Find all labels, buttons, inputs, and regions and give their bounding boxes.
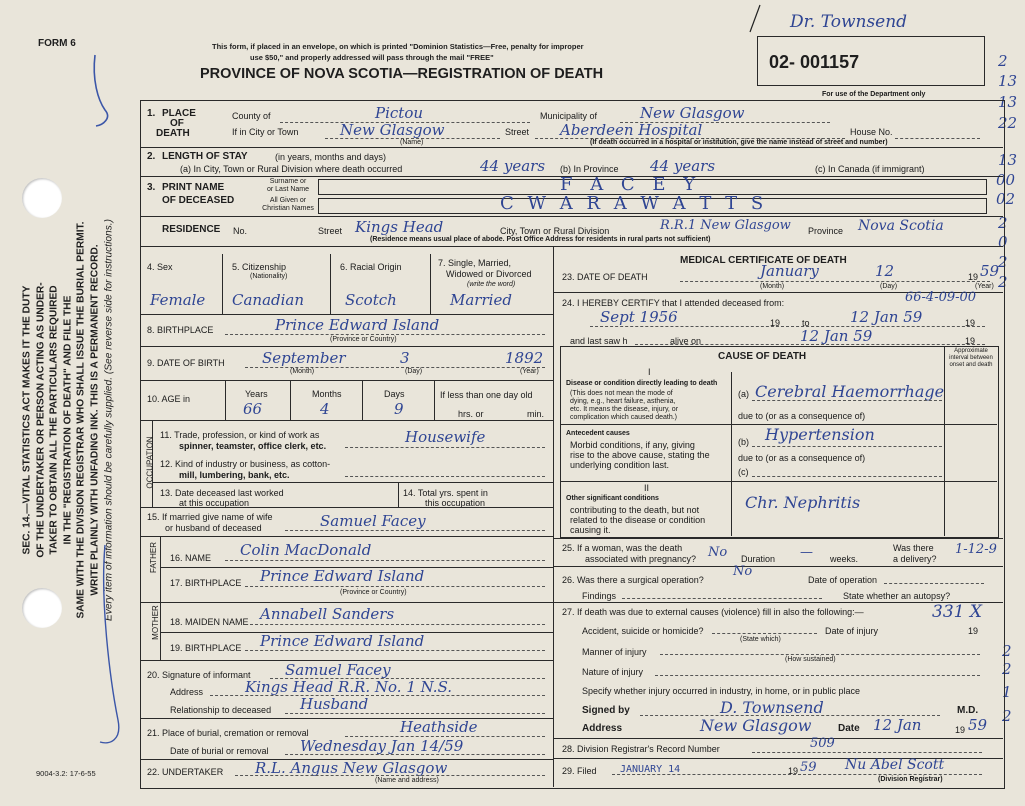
residence-note: (Residence means usual place of abode. Post Office Address for residents in rural parts not sufficient) bbox=[370, 236, 711, 243]
city-label: If in City or Town bbox=[232, 127, 299, 137]
external-label: 27. If death was due to external causes (violence) fill in also the following:— bbox=[562, 607, 864, 617]
registrar-signature: Nu Abel Scott bbox=[845, 757, 945, 773]
surgical-label: 26. Was there a surgical operation? bbox=[562, 575, 704, 585]
father-bp-note: (Province or Country) bbox=[340, 589, 407, 596]
disease-a-label: Disease or condition directly leading to death bbox=[566, 380, 718, 387]
certify-to: to bbox=[802, 318, 810, 328]
state-which: (State which) bbox=[740, 636, 781, 643]
dob-day: 3 bbox=[400, 349, 410, 367]
s1-title-2: OF bbox=[170, 118, 184, 129]
antecedent-1: Antecedent causes bbox=[566, 430, 630, 437]
dob-day-note: (Day) bbox=[405, 368, 423, 375]
dob-month: September bbox=[262, 349, 346, 367]
dob-month-note: (Month) bbox=[290, 368, 315, 375]
mother-side-label: MOTHER bbox=[150, 605, 160, 640]
date-of-death-year-prefix: 19 bbox=[968, 272, 979, 282]
accident-label: Accident, suicide or homicide? bbox=[582, 626, 704, 636]
min-label: min. bbox=[527, 409, 545, 419]
status-label-2: Widowed or Divorced bbox=[446, 269, 532, 279]
father-bp-value: Prince Edward Island bbox=[260, 567, 425, 585]
county-value: Pictou bbox=[375, 104, 424, 122]
injury-date-label: Date of injury bbox=[825, 626, 879, 636]
delivery-label-1: Was there bbox=[893, 543, 934, 553]
informant-addr-label: Address bbox=[170, 687, 204, 697]
spouse-value: Samuel Facey bbox=[320, 512, 426, 530]
injury-date-19: 19 bbox=[968, 626, 979, 636]
doctor-date-label: Date bbox=[838, 723, 860, 734]
last-saw-mid: alive on bbox=[670, 336, 702, 346]
filed-label: 29. Filed bbox=[562, 766, 597, 776]
informant-rel-value: Husband bbox=[300, 695, 369, 713]
occ-14b: this occupation bbox=[425, 498, 486, 508]
informant-addr-value: Kings Head R.R. No. 1 N.S. bbox=[245, 678, 453, 696]
interval-label: Approximate interval between onset and death bbox=[949, 348, 993, 368]
other-3: related to the disease or condition bbox=[570, 515, 706, 525]
doctor-address-value: New Glasgow bbox=[700, 716, 812, 735]
disease-note-3: etc. It means the disease, injury, or bbox=[570, 406, 679, 413]
margin-code: 2 bbox=[1002, 660, 1012, 678]
registration-handwritten-note: Dr. Townsend bbox=[790, 12, 908, 32]
father-side-label: FATHER bbox=[148, 542, 158, 573]
filed-year: 59 bbox=[800, 760, 817, 775]
margin-code: 13 bbox=[998, 151, 1018, 169]
given-label: All Given or Christian Names bbox=[262, 197, 314, 212]
undertaker-label: 22. UNDERTAKER bbox=[147, 767, 224, 777]
instruction-line: TAKER TO OBTAIN ALL THE PARTICULARS REQUIRED bbox=[48, 285, 60, 555]
margin-code: 2 bbox=[1002, 642, 1012, 660]
delivery-label-2: a delivery? bbox=[893, 554, 937, 564]
delivery-value: 1-12-9 bbox=[955, 542, 997, 557]
other-2: contributing to the death, but not bbox=[570, 505, 700, 515]
c-label: (c) bbox=[738, 467, 749, 477]
cause-title: CAUSE OF DEATH bbox=[718, 351, 807, 362]
residence-province-value: Nova Scotia bbox=[858, 218, 944, 234]
occ-12a: 12. Kind of industry or business, as cotton- bbox=[160, 459, 331, 469]
dod-day-note: (Day) bbox=[880, 283, 898, 290]
antecedent-4: underlying condition last. bbox=[570, 460, 670, 470]
margin-code: 0 bbox=[998, 233, 1008, 251]
occ-11a: 11. Trade, profession, or kind of work as bbox=[160, 430, 320, 440]
months-label: Months bbox=[312, 389, 342, 399]
burial-place-value: Heathside bbox=[400, 718, 478, 736]
department-use-note: For use of the Department only bbox=[822, 91, 926, 98]
s2-b-value: 44 years bbox=[650, 157, 716, 175]
s2-a-value: 44 years bbox=[480, 157, 546, 175]
age-label: 10. AGE in bbox=[147, 394, 191, 404]
disease-note-4: complication which caused death.) bbox=[570, 414, 678, 421]
s1-num: 1. bbox=[147, 108, 156, 119]
code-331: 331 X bbox=[932, 602, 982, 622]
citizenship-note: (Nationality) bbox=[250, 273, 288, 280]
occupation-side-label: OCCUPATION bbox=[145, 436, 155, 489]
md-label: M.D. bbox=[957, 705, 979, 716]
city-value: New Glasgow bbox=[340, 121, 445, 139]
mother-bp-value: Prince Edward Island bbox=[260, 632, 425, 650]
instruction-line: Every item of information should be carefully supplied. (See reverse side for instructions.) bbox=[102, 218, 114, 622]
name-note: (Name) bbox=[400, 139, 424, 146]
date-of-death-month: January bbox=[760, 262, 819, 280]
findings-label: Findings bbox=[582, 591, 617, 601]
pregnancy-label: 25. If a woman, was the death bbox=[562, 543, 683, 553]
s1-title-3: DEATH bbox=[156, 128, 190, 139]
certify-label: 24. I HEREBY CERTIFY that I attended deceased from: bbox=[562, 298, 785, 308]
status-label-3: (write the word) bbox=[467, 281, 516, 288]
occ-13b: at this occupation bbox=[179, 498, 250, 508]
margin-pen-mark bbox=[94, 55, 107, 126]
surname-value: F A C E Y bbox=[560, 174, 702, 195]
form-number: FORM 6 bbox=[38, 38, 76, 49]
hrs-label: hrs. or bbox=[458, 409, 484, 419]
years-label: Years bbox=[245, 389, 268, 399]
last-saw-19: 19 bbox=[965, 336, 976, 346]
certify-from: Sept 1956 bbox=[600, 308, 678, 326]
undertaker-note: (Name and address) bbox=[375, 777, 439, 784]
margin-pen-mark bbox=[750, 5, 760, 32]
margin-code: 2 bbox=[998, 273, 1008, 291]
birthplace-label: 8. BIRTHPLACE bbox=[147, 325, 214, 335]
margin-code: 00 bbox=[996, 171, 1016, 189]
date-of-death-year: 59 bbox=[980, 262, 1000, 280]
occ-11-value: Housewife bbox=[405, 428, 486, 446]
certify-code: 66-4-09-00 bbox=[905, 290, 977, 305]
dod-year-note: (Year) bbox=[975, 283, 994, 290]
s3-num: 3. bbox=[147, 182, 156, 193]
street-label: Street bbox=[505, 127, 530, 137]
margin-code: 02 bbox=[996, 190, 1016, 208]
burial-date-label: Date of burial or removal bbox=[170, 746, 269, 756]
duration-label: Duration bbox=[741, 554, 776, 564]
autopsy-label: State whether an autopsy? bbox=[843, 591, 951, 601]
margin-code: 2 bbox=[1002, 707, 1012, 725]
doctor-date-value: 12 Jan bbox=[873, 716, 922, 734]
record-number-label: 28. Division Registrar's Record Number bbox=[562, 744, 720, 754]
father-bp-label: 17. BIRTHPLACE bbox=[170, 578, 242, 588]
occ-12b: mill, lumbering, bank, etc. bbox=[179, 470, 290, 480]
b-value: Hypertension bbox=[765, 425, 875, 444]
doctor-address-label: Address bbox=[582, 723, 623, 734]
hospital-note: (If death occurred in a hospital or institution, give the name instead of street and number) bbox=[590, 139, 888, 146]
occ-11b: spinner, teamster, office clerk, etc. bbox=[179, 441, 327, 451]
racial-value: Scotch bbox=[345, 291, 397, 309]
certify-to-19: 19 bbox=[965, 318, 976, 328]
medical-title: MEDICAL CERTIFICATE OF DEATH bbox=[680, 255, 847, 266]
registrar-note: (Division Registrar) bbox=[878, 776, 943, 783]
duration-value: — bbox=[800, 545, 813, 560]
nature-label: Nature of injury bbox=[582, 667, 644, 677]
how-sustained: (How sustained) bbox=[785, 656, 836, 663]
informant-sig-label: 20. Signature of informant bbox=[147, 670, 251, 680]
dob-year: 1892 bbox=[505, 349, 544, 367]
due-to-2: due to (or as a consequence of) bbox=[738, 453, 866, 463]
a-value: Cerebral Haemorrhage bbox=[755, 382, 945, 401]
filed-19: 19 bbox=[788, 766, 799, 776]
pregnancy-label-b: associated with pregnancy? bbox=[585, 554, 697, 564]
margin-code: 2 bbox=[998, 214, 1008, 232]
s2-title: LENGTH OF STAY bbox=[162, 151, 248, 162]
father-name-value: Colin MacDonald bbox=[240, 541, 372, 559]
occ-15b: or husband of deceased bbox=[165, 523, 262, 533]
disease-note-1: (This does not mean the mode of bbox=[570, 390, 673, 397]
s2-a-label: (a) In City, Town or Rural Division where death occurred bbox=[180, 164, 403, 174]
informant-rel-label: Relationship to deceased bbox=[170, 705, 272, 715]
disease-note-2: dying, e.g., heart failure, asthenia, bbox=[570, 398, 676, 405]
days-label: Days bbox=[384, 389, 405, 399]
municipality-value: New Glasgow bbox=[640, 104, 745, 122]
sex-label: 4. Sex bbox=[147, 262, 173, 272]
occ-14a: 14. Total yrs. spent in bbox=[403, 488, 488, 498]
margin-code: 2 bbox=[998, 52, 1008, 70]
instruction-line: SAME WITH THE DIVISION REGISTRAR WHO SHALL ISSUE THE BURIAL PERMIT. bbox=[75, 221, 87, 619]
certify-from-19: 19 bbox=[770, 318, 781, 328]
last-saw-label: and last saw h bbox=[570, 336, 628, 346]
street-value: Aberdeen Hospital bbox=[560, 121, 703, 139]
residence-province-label: Province bbox=[808, 226, 844, 236]
a-label: (a) bbox=[738, 389, 749, 399]
instruction-line: SEC. 14.—VITAL STATISTICS ACT MAKES IT THE DUTY bbox=[21, 285, 33, 555]
date-of-death-label: 23. DATE OF DEATH bbox=[562, 272, 648, 282]
b-label: (b) bbox=[738, 437, 749, 447]
house-label: House No. bbox=[850, 127, 893, 137]
signed-value: D. Townsend bbox=[720, 698, 824, 717]
days-value: 9 bbox=[394, 400, 404, 418]
margin-code: 13 bbox=[998, 93, 1018, 111]
father-name-label: 16. NAME bbox=[170, 553, 212, 563]
instruction-line: OF THE UNDERTAKER OR PERSON ACTING AS UNDER- bbox=[35, 282, 47, 558]
other-1: Other significant conditions bbox=[566, 495, 659, 502]
mother-bp-label: 19. BIRTHPLACE bbox=[170, 643, 242, 653]
s1-title-1: PLACE bbox=[162, 108, 196, 119]
other-value: Chr. Nephritis bbox=[745, 493, 861, 512]
record-number-value: 509 bbox=[810, 736, 835, 751]
weeks-label: weeks. bbox=[830, 554, 859, 564]
lessday-label: If less than one day old bbox=[440, 390, 533, 400]
status-value: Married bbox=[450, 291, 512, 309]
registration-number: 02- 001157 bbox=[769, 52, 860, 72]
last-saw-value: 12 Jan 59 bbox=[800, 327, 873, 345]
header-notice-1: This form, if placed in an envelope, on which is printed "Dominion Statistics—Free, penalty for improper bbox=[212, 42, 584, 51]
roman-2: II bbox=[644, 483, 650, 493]
county-label: County of bbox=[232, 111, 271, 121]
dod-month-note: (Month) bbox=[760, 283, 785, 290]
months-value: 4 bbox=[320, 400, 330, 418]
dob-label: 9. DATE OF BIRTH bbox=[147, 358, 225, 368]
roman-1: I bbox=[648, 367, 651, 377]
municipality-label: Municipality of bbox=[540, 111, 598, 121]
birthplace-note: (Province or Country) bbox=[330, 336, 397, 343]
residence-street-value: Kings Head bbox=[355, 218, 444, 236]
footer-code: 9004-3.2: 17-6-55 bbox=[36, 769, 96, 778]
informant-sig-value: Samuel Facey bbox=[285, 661, 391, 679]
specify-label: Specify whether injury occurred in industry, in home, or in public place bbox=[582, 686, 860, 696]
status-label-1: 7. Single, Married, bbox=[438, 258, 512, 268]
residence-city-label: City, Town or Rural Division bbox=[500, 226, 610, 236]
manner-label: Manner of injury bbox=[582, 647, 647, 657]
pregnancy-value: No bbox=[708, 545, 728, 560]
instruction-line: WRITE PLAINLY WITH UNFADING INK. THIS IS A PERMANENT RECORD. bbox=[89, 244, 101, 596]
residence-no-label: No. bbox=[233, 226, 248, 236]
header-notice-2: use $50," and properly addressed will pass through the mail "FREE" bbox=[250, 53, 494, 62]
s2-num: 2. bbox=[147, 151, 156, 162]
margin-code: 13 bbox=[998, 72, 1018, 90]
s3-title-2: OF DECEASED bbox=[162, 195, 235, 206]
instruction-line: IN THE "REGISTRATION OF DEATH" AND FILE THE bbox=[62, 295, 74, 545]
due-to-1: due to (or as a consequence of) bbox=[738, 411, 866, 421]
dob-year-note: (Year) bbox=[520, 368, 539, 375]
margin-code: 2 bbox=[998, 253, 1008, 271]
signed-label: Signed by bbox=[582, 705, 630, 716]
certify-to-value: 12 Jan 59 bbox=[850, 308, 923, 326]
filed-value: JANUARY 14 bbox=[620, 764, 681, 775]
mother-maiden-value: Annabell Sanders bbox=[260, 605, 395, 623]
burial-date-value: Wednesday Jan 14/59 bbox=[300, 737, 464, 755]
occ-13a: 13. Date deceased last worked bbox=[160, 488, 284, 498]
undertaker-value: R.L. Angus New Glasgow bbox=[255, 759, 448, 777]
doctor-date-year: 59 bbox=[968, 716, 988, 734]
antecedent-2: Morbid conditions, if any, giving bbox=[570, 440, 695, 450]
form-title: PROVINCE OF NOVA SCOTIA—REGISTRATION OF DEATH bbox=[200, 66, 604, 82]
surname-label: Surname or or Last Name bbox=[266, 178, 310, 193]
sex-value: Female bbox=[150, 291, 206, 309]
burial-place-label: 21. Place of burial, cremation or removal bbox=[147, 728, 309, 738]
birthplace-value: Prince Edward Island bbox=[275, 316, 440, 334]
s3-title-1: PRINT NAME bbox=[162, 182, 225, 193]
citizenship-value: Canadian bbox=[232, 291, 305, 309]
citizenship-label: 5. Citizenship bbox=[232, 262, 287, 272]
s2-b-label: (b) In Province bbox=[560, 164, 619, 174]
mother-maiden-label: 18. MAIDEN NAME bbox=[170, 617, 249, 627]
margin-code: 22 bbox=[998, 114, 1018, 132]
residence-city-value: R.R.1 New Glasgow bbox=[660, 218, 791, 233]
other-4: causing it. bbox=[570, 525, 611, 535]
s2-c-label: (c) In Canada (if immigrant) bbox=[815, 164, 925, 174]
antecedent-3: rise to the above cause, stating the bbox=[570, 450, 710, 460]
residence-title: RESIDENCE bbox=[162, 224, 221, 235]
years-value: 66 bbox=[243, 400, 263, 418]
surgical-value: No bbox=[733, 564, 753, 579]
margin-code: 1 bbox=[1002, 683, 1012, 701]
residence-street-label: Street bbox=[318, 226, 343, 236]
op-date-label: Date of operation bbox=[808, 575, 878, 585]
s2-note: (in years, months and days) bbox=[275, 152, 387, 162]
doctor-date-19: 19 bbox=[955, 725, 966, 735]
racial-label: 6. Racial Origin bbox=[340, 262, 402, 272]
occ-15a: 15. If married give name of wife bbox=[147, 512, 273, 522]
date-of-death-day: 12 bbox=[875, 262, 895, 280]
given-value: C W A R A W A T T S bbox=[500, 193, 768, 214]
